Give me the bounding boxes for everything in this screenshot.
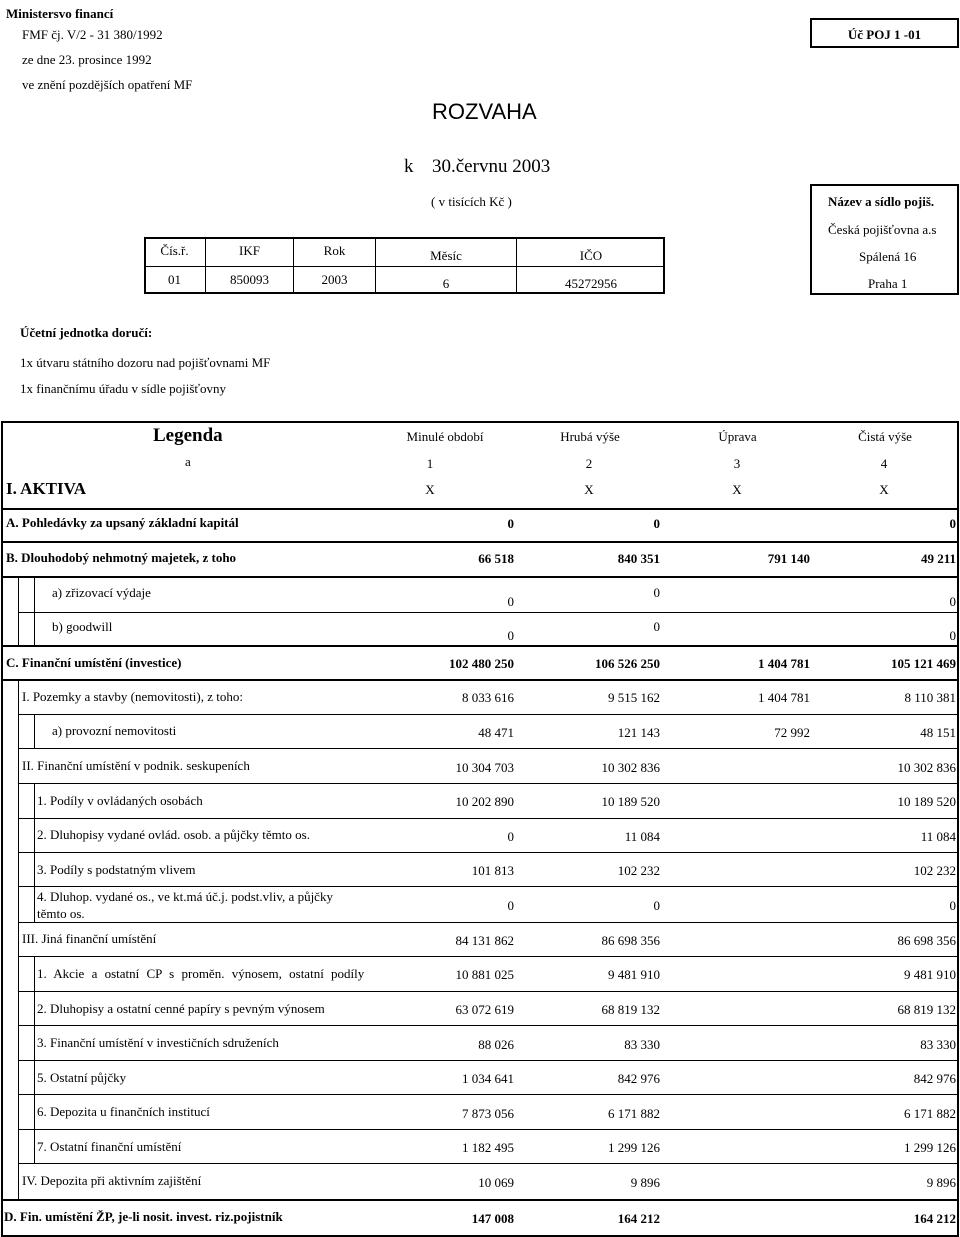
cell-civ-gross: 9 896	[630, 1175, 660, 1190]
cell-d-gross: 164 212	[617, 1211, 660, 1226]
cell-cii1-gross: 10 189 520	[601, 794, 660, 809]
x-mark-4: X	[879, 482, 889, 497]
ident-value-ikf: 850093	[230, 272, 269, 287]
cell-cii4-net: 0	[949, 898, 956, 913]
cell-cii1-net: 10 189 520	[897, 794, 956, 809]
ministry-name: Ministersvo financí	[6, 6, 114, 21]
col-number-3: 3	[733, 456, 741, 471]
cell-c-adjust: 1 404 781	[758, 656, 810, 671]
units-note: ( v tisících Kč )	[431, 194, 512, 209]
col-header-net: Čistá výše	[858, 429, 912, 444]
cell-ciii1-net: 9 481 910	[904, 967, 956, 982]
row-label-c-ii-3: 3. Podíly s podstatným vlivem	[37, 862, 196, 877]
cell-ciii6-net: 6 171 882	[904, 1106, 956, 1121]
col-letter: a	[185, 454, 191, 469]
row-label-c-iii-5: 5. Ostatní půjčky	[37, 1070, 127, 1085]
cell-ba-gross: 0	[653, 585, 660, 600]
cell-cii3-prev: 101 813	[471, 863, 514, 878]
row-label-c-i: I. Pozemky a stavby (nemovitosti), z toho:	[22, 689, 243, 704]
row-label-a: A. Pohledávky za upsaný základní kapitál	[6, 515, 239, 530]
cell-cii-prev: 10 304 703	[455, 760, 514, 775]
row-label-c-i-a: a) provozní nemovitosti	[52, 723, 177, 738]
row-label-c: C. Finanční umístění (investice)	[6, 655, 182, 670]
cell-ciii5-prev: 1 034 641	[462, 1071, 514, 1086]
ident-label-year: Rok	[323, 243, 346, 258]
cell-cii4-gross: 0	[653, 898, 660, 913]
row-label-b: B. Dlouhodobý nehmotný majetek, z toho	[6, 550, 237, 565]
x-mark-1: X	[425, 482, 435, 497]
row-label-c-iii-2: 2. Dluhopisy a ostatní cenné papíry s pevným výnosem	[37, 1001, 325, 1016]
cell-c-prev: 102 480 250	[449, 656, 514, 671]
col-header-gross: Hrubá výše	[560, 429, 620, 444]
row-label-d: D. Fin. umístění ŽP, je-li nosit. invest. riz.pojistník	[4, 1209, 283, 1224]
cell-cii4-prev: 0	[507, 898, 514, 913]
cell-ciii2-gross: 68 819 132	[601, 1002, 660, 1017]
cell-ciii-net: 86 698 356	[897, 933, 956, 948]
cell-ciii5-net: 842 976	[913, 1071, 956, 1086]
ident-label-month: Měsíc	[430, 248, 462, 263]
cell-cia-prev: 48 471	[478, 725, 514, 740]
legend-header: Legenda	[153, 425, 223, 446]
cell-ciii2-prev: 63 072 619	[455, 1002, 514, 1017]
cell-a-net: 0	[949, 516, 956, 531]
insurer-label: Název a sídlo pojiš.	[828, 194, 935, 209]
cell-ciii3-prev: 88 026	[478, 1037, 514, 1052]
reference-number: FMF čj. V/2 - 31 380/1992	[22, 27, 163, 42]
cell-a-gross: 0	[653, 516, 660, 531]
row-label-b-a: a) zřizovací výdaje	[52, 585, 151, 600]
row-label-c-iii-1: 1. Akcie a ostatní CP s proměn. výnosem, ostatní podíly	[37, 966, 365, 981]
row-label-c-ii-4-cont: těmto os.	[37, 906, 85, 921]
ident-value-month: 6	[442, 276, 450, 291]
row-label-c-iii-3: 3. Finanční umístění v investičních sdruženích	[37, 1035, 279, 1050]
cell-d-prev: 147 008	[471, 1211, 514, 1226]
ident-value-row: 01	[168, 272, 181, 287]
cell-c-net: 105 121 469	[891, 656, 956, 671]
cell-ciii7-net: 1 299 126	[904, 1140, 956, 1155]
form-code: Úč POJ 1 -01	[847, 27, 922, 42]
cell-cii2-prev: 0	[507, 829, 514, 844]
cell-ciii7-prev: 1 182 495	[462, 1140, 514, 1155]
ident-label-ico: IČO	[579, 248, 603, 263]
form-code-box	[810, 18, 959, 48]
cell-cia-net: 48 151	[920, 725, 956, 740]
cell-cia-gross: 121 143	[617, 725, 660, 740]
col-number-1: 1	[426, 456, 434, 471]
cell-ciii6-prev: 7 873 056	[462, 1106, 514, 1121]
cell-ci-gross: 9 515 162	[608, 690, 660, 705]
cell-a-prev: 0	[507, 516, 514, 531]
cell-ci-adjust: 1 404 781	[758, 690, 810, 705]
col-header-adjust: Úprava	[718, 429, 757, 444]
row-label-c-ii-2: 2. Dluhopisy vydané ovlád. osob. a půjčky těmto os.	[37, 827, 310, 842]
cell-civ-net: 9 896	[926, 1175, 956, 1190]
cell-ciii7-gross: 1 299 126	[608, 1140, 660, 1155]
cell-ciii3-net: 83 330	[920, 1037, 956, 1052]
cell-ciii5-gross: 842 976	[617, 1071, 660, 1086]
cell-civ-prev: 10 069	[478, 1175, 514, 1190]
cell-cii1-prev: 10 202 890	[455, 794, 514, 809]
ident-value-ico: 45272956	[565, 276, 617, 291]
row-label-c-iv: IV. Depozita při aktivním zajištění	[22, 1173, 202, 1188]
row-label-c-iii-6: 6. Depozita u finančních institucí	[37, 1104, 210, 1119]
insurer-city: Praha 1	[868, 276, 908, 291]
col-number-4: 4	[880, 456, 888, 471]
cell-ciii3-gross: 83 330	[624, 1037, 660, 1052]
cell-ba-net: 0	[949, 594, 956, 609]
cell-ciii-gross: 86 698 356	[601, 933, 660, 948]
row-label-b-b: b) goodwill	[52, 619, 113, 634]
cell-cii2-gross: 11 084	[624, 829, 660, 844]
delivery-line-2: 1x finančnímu úřadu v sídle pojišťovny	[20, 381, 226, 396]
cell-cii3-net: 102 232	[913, 863, 956, 878]
cell-cii2-net: 11 084	[920, 829, 956, 844]
amendment-note: ve znění pozdějších opatření MF	[22, 77, 193, 92]
page-title: ROZVAHA	[432, 99, 537, 124]
cell-cia-adjust: 72 992	[774, 725, 810, 740]
delivery-heading: Účetní jednotka doručí:	[20, 325, 153, 340]
cell-b-net: 49 211	[920, 551, 956, 566]
cell-b-gross: 840 351	[617, 551, 660, 566]
row-label-c-ii: II. Finanční umístění v podnik. seskupeních	[22, 758, 250, 773]
row-label-c-ii-4: 4. Dluhop. vydané os., ve kt.má úč.j. podst.vliv, a půjčky	[37, 889, 333, 904]
cell-ci-net: 8 110 381	[904, 690, 956, 705]
cell-c-gross: 106 526 250	[595, 656, 660, 671]
insurer-street: Spálená 16	[859, 249, 917, 264]
cell-ciii2-net: 68 819 132	[897, 1002, 956, 1017]
ident-label-ikf: IKF	[239, 243, 260, 258]
cell-ci-prev: 8 033 616	[462, 690, 514, 705]
cell-b-adjust: 791 140	[767, 551, 810, 566]
col-header-prev: Minulé období	[406, 429, 484, 444]
x-mark-2: X	[584, 482, 594, 497]
row-label-c-iii-7: 7. Ostatní finanční umístění	[37, 1139, 182, 1154]
cell-cii3-gross: 102 232	[617, 863, 660, 878]
section-aktiva: I. AKTIVA	[6, 479, 86, 498]
cell-bb-prev: 0	[507, 628, 514, 643]
cell-cii-gross: 10 302 836	[601, 760, 660, 775]
cell-ciii6-gross: 6 171 882	[608, 1106, 660, 1121]
cell-b-prev: 66 518	[478, 551, 514, 566]
cell-d-net: 164 212	[913, 1211, 956, 1226]
cell-ciii-prev: 84 131 862	[455, 933, 514, 948]
cell-ciii1-prev: 10 881 025	[455, 967, 514, 982]
cell-bb-gross: 0	[653, 619, 660, 634]
x-mark-3: X	[732, 482, 742, 497]
ident-value-year: 2003	[321, 272, 348, 287]
cell-cii-net: 10 302 836	[897, 760, 956, 775]
ident-label-row: Čís.ř.	[160, 243, 189, 258]
insurer-name: Česká pojišťovna a.s	[828, 222, 937, 237]
as-of-prefix: k	[404, 156, 414, 177]
cell-ciii1-gross: 9 481 910	[608, 967, 660, 982]
cell-bb-net: 0	[949, 628, 956, 643]
row-label-c-iii: III. Jiná finanční umístění	[22, 931, 157, 946]
delivery-line-1: 1x útvaru státního dozoru nad pojišťovnami MF	[20, 355, 271, 370]
reference-date: ze dne 23. prosince 1992	[22, 52, 152, 67]
col-number-2: 2	[585, 456, 593, 471]
cell-ba-prev: 0	[507, 594, 514, 609]
as-of-date: 30.červnu 2003	[432, 156, 551, 177]
row-label-c-ii-1: 1. Podíly v ovládaných osobách	[37, 793, 203, 808]
